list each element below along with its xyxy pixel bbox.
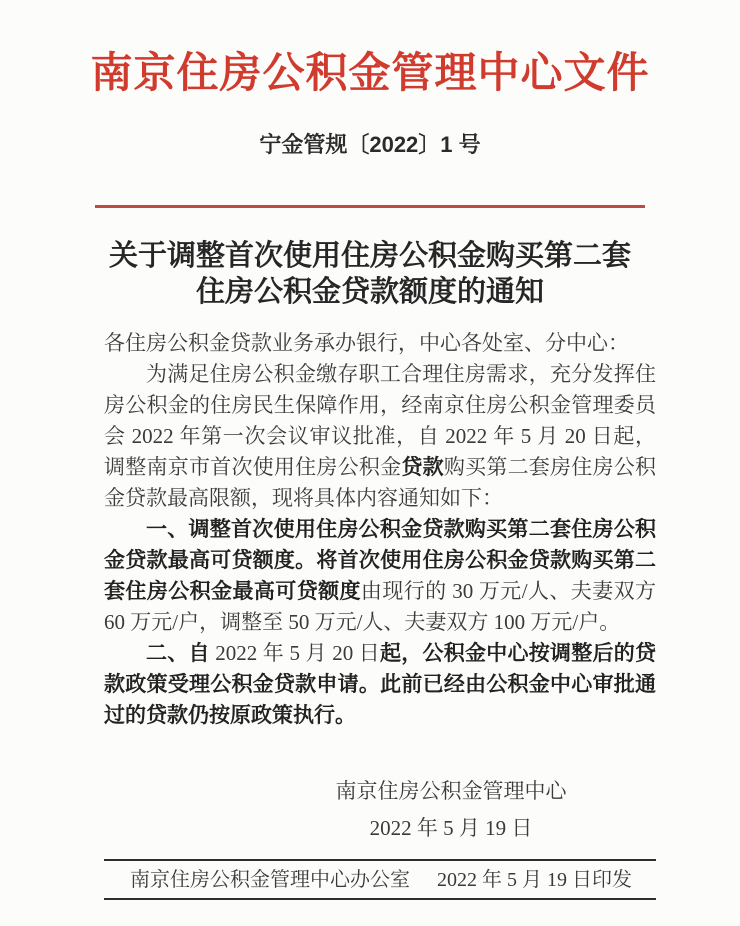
salutation-line: [104, 328, 656, 359]
text-run-bold: 二、自: [146, 642, 210, 665]
paragraph-3: [104, 638, 656, 731]
signature-org: 南京住房公积金管理中心: [335, 779, 567, 803]
text-run: 各住房公积金贷款业务承办银行，中心各处室、分中心：: [104, 331, 629, 355]
document-title-line2: 住房公积金贷款额度的通知: [195, 276, 544, 308]
letterhead-org-title: 南京住房公积金管理中心文件: [90, 49, 650, 96]
document-title: [0, 238, 740, 310]
signature-date: 2022 年 5 月 19 日: [369, 816, 533, 840]
footer-office: 南京住房公积金管理中心办公室: [130, 869, 410, 891]
text-run-bold: 一、调整首次使用住房公积金贷款购买第二套住房公积金贷款最高可贷额度。将首次使用住房公积金贷款购买第二套住房公积金最高可贷额度: [104, 518, 656, 603]
text-run: 由现行的 30 万元/人、夫妻双方 60 万元/户，调整至 50 万元/人、夫妻双方 100 万元/户。: [104, 579, 656, 634]
text-run-bold: 贷款: [401, 456, 444, 479]
footer-row: [104, 861, 656, 898]
document-body: [104, 328, 656, 731]
red-divider-line: [95, 205, 645, 208]
paragraph-2: [104, 514, 656, 638]
text-run: 为满足住房公积金缴存职工合理住房需求，充分发挥住房公积金的住房民生保障作用，经南京住房公积金管理委员会 2022 年第一次会议审议批准，自 2022 年 5 月 20 日起，调整南京市首次使用住房公积金: [104, 362, 656, 479]
text-run: 2022 年 5 月 20 日: [209, 641, 380, 665]
document-title-line1: 关于调整首次使用住房公积金购买第二套: [108, 240, 631, 272]
text-run: 购买第二套房住房公积金贷款最高限额，现将具体内容通知如下：: [104, 455, 657, 510]
footer-print-date: 2022 年 5 月 19 日印发: [437, 869, 632, 891]
document-number: 宁金管规〔2022〕1 号: [259, 132, 481, 157]
footer-bottom-line: [104, 898, 656, 900]
text-run-bold: 起，公积金中心按调整后的贷款政策受理公积金贷款申请。此前已经由公积金中心审批通过的贷款仍按原政策执行。: [104, 642, 656, 727]
document-footer: [104, 859, 656, 900]
paragraph-1: [104, 359, 656, 514]
signature-block: [320, 773, 582, 847]
